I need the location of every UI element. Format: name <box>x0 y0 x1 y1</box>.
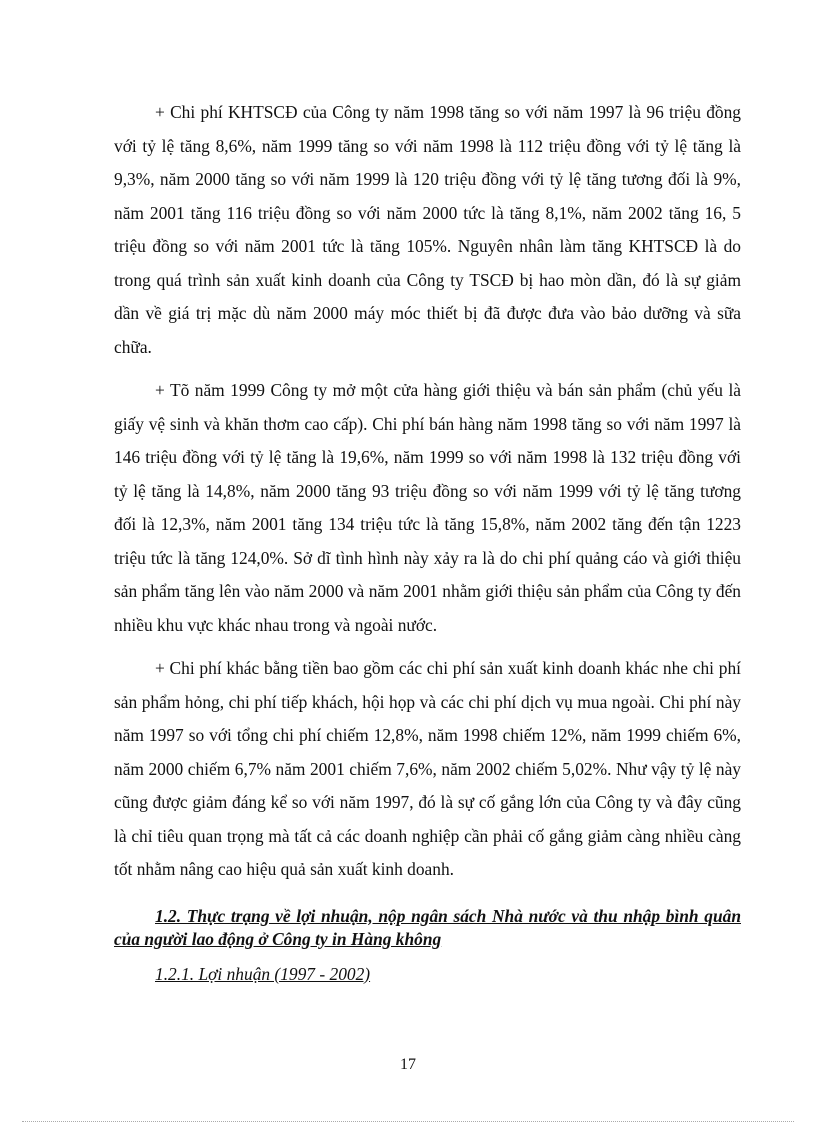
paragraph-depreciation-cost: + Chi phí KHTSCĐ của Công ty năm 1998 tăng so với năm 1997 là 96 triệu đồng với tỷ lệ tăng 8,6%, năm 1999 tăng so với năm 1998 là 112 triệu đồng với tỷ lệ tăng là 9,3%, năm 2000 tăng so với năm 1999 là 120 triệu đồng với tỷ lệ tăng tương đối là 9%, năm 2001 tăng 116 triệu đồng so với năm 2000 tức là tăng 8,1%, năm 2002 tăng 16, 5 triệu đồng so với năm 2001 tức là tăng 105%. Nguyên nhân làm tăng KHTSCĐ là do trong quá trình sản xuất kinh doanh của Công ty TSCĐ bị hao mòn dần, đó là sự giảm dần về giá trị mặc dù năm 2000 máy móc thiết bị đã được đưa vào bảo dưỡng và sữa chữa. <box>114 102 741 357</box>
subsection-heading: 1.2.1. Lợi nhuận (1997 - 2002) <box>155 963 371 984</box>
paragraph-other-cost: + Chi phí khác bằng tiền bao gồm các chi phí sản xuất kinh doanh khác nhe chi phí sản phẩm hỏng, chi phí tiếp khách, hội họp và các chi phí dịch vụ mua ngoài. Chi phí này năm 1997 so với tổng chi phí chiếm 12,8%, năm 1998 chiếm 12%, năm 1999 chiếm 6%, năm 2000 chiếm 6,7% năm 2001 chiếm 7,6%, năm 2002 chiếm 5,02%. Như vậy tỷ lệ này cũng được giảm đáng kể so với năm 1997, đó là sự cố gắng lớn của Công ty và đây cũng là chỉ tiêu quan trọng mà tất cả các doanh nghiệp cần phải cố gắng giảm càng nhiều càng tốt nhằm nâng cao hiệu quả sản xuất kinh doanh. <box>114 658 741 879</box>
section-heading: 1.2. Thực trạng về lợi nhuận, nộp ngân sách Nhà nước và thu nhập bình quân của người lao động ở Công ty in Hàng không <box>114 905 741 949</box>
footer-divider <box>22 1121 794 1122</box>
document-body <box>114 96 741 986</box>
paragraph-selling-cost: + Tõ năm 1999 Công ty mở một cửa hàng giới thiệu và bán sản phẩm (chủ yếu là giấy vệ sinh và khăn thơm cao cấp). Chi phí bán hàng năm 1998 tăng so với năm 1997 là 146 triệu đồng với tỷ lệ tăng là 19,6%, năm 1999 so với năm 1998 là 132 triệu đồng với tỷ lệ tăng là 14,8%, năm 2000 tăng 93 triệu đồng so với năm 1999 với tỷ lệ tăng tương đối là 12,3%, năm 2001 tăng 134 triệu tức là tăng 15,8%, năm 2002 tăng đến tận 1223 triệu tức là tăng 124,0%. Sở dĩ tình hình này xảy ra là do chi phí quảng cáo và giới thiệu sản phẩm tăng lên vào năm 2000 và năm 2001 nhằm giới thiệu sản phẩm của Công ty đến nhiều khu vực khác nhau trong và ngoài nước. <box>114 380 741 635</box>
page-number: 17 <box>400 1056 416 1073</box>
